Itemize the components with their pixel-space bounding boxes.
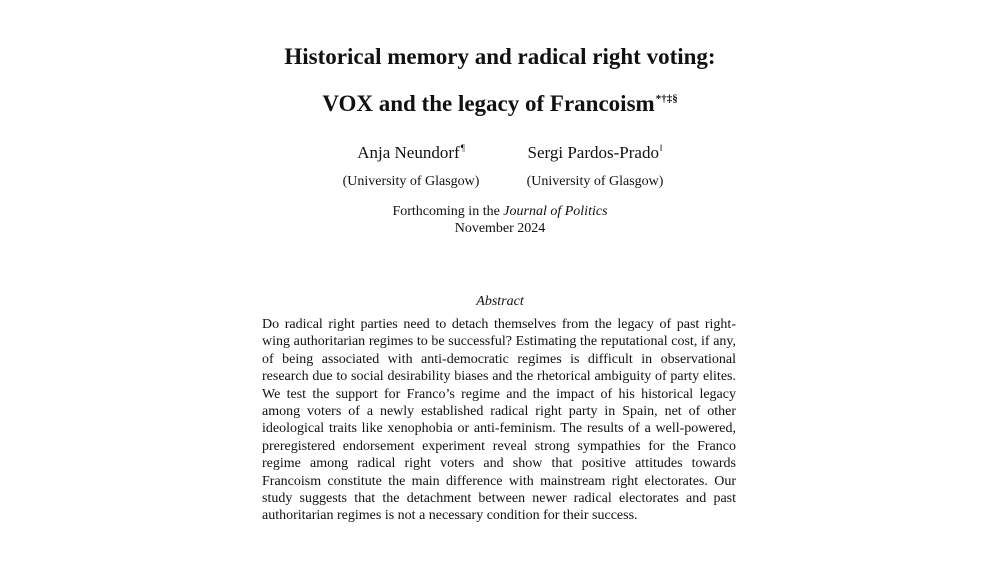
publication-prefix: Forthcoming in the xyxy=(392,204,504,219)
author-name-1-text: Anja Neundorf xyxy=(357,143,460,162)
journal-name: Journal of Politics xyxy=(503,204,608,219)
author-name-1 xyxy=(322,143,500,163)
author-block-1 xyxy=(322,143,500,191)
publication-line xyxy=(0,203,1000,220)
abstract-body: Do radical right parties need to detach themselves from the legacy of past right-wing authoritarian regimes to be successful? Estimating the reputational cost, if any, of being associated with anti-democratic regimes is difficult in observational research due to social desirability biases and the rhetorical ambiguity of party elites. We test the support for Franco’s regime and the impact of his historical legacy among voters of a newly established radical right party in Spain, net of other ideological traits like xenophobia or anti-feminism. The results of a well-powered, preregistered endorsement experiment reveal strong sympathies for the Franco regime among radical right voters and show that positive attitudes towards Francoism constitute the main difference with mainstream right electorates. Our study suggests that the detachment between newer radical electorates and past authoritarian regimes is not a necessary condition for their success. xyxy=(262,317,736,524)
paper-title-line-1 xyxy=(0,43,1000,71)
title-line-2-text: VOX and the legacy of Francoism xyxy=(322,91,655,116)
author-name-2 xyxy=(512,143,678,163)
publication-date: November 2024 xyxy=(454,221,546,236)
author-name-2-text: Sergi Pardos-Prado xyxy=(527,143,659,162)
publication-info xyxy=(0,203,1000,237)
title-footnote-marks: *†‡§ xyxy=(655,93,678,106)
author-footnote-mark-2: ‖ xyxy=(659,143,663,154)
paper-title-line-2 xyxy=(0,90,1000,118)
abstract-heading: Abstract xyxy=(476,294,524,309)
author-affiliation-1: (University of Glasgow) xyxy=(342,174,480,189)
author-block-2 xyxy=(512,143,678,191)
author-footnote-mark-1: ¶ xyxy=(460,143,465,154)
author-affiliation-2: (University of Glasgow) xyxy=(526,174,664,189)
title-line-1-text: Historical memory and radical right voting: xyxy=(284,44,716,69)
